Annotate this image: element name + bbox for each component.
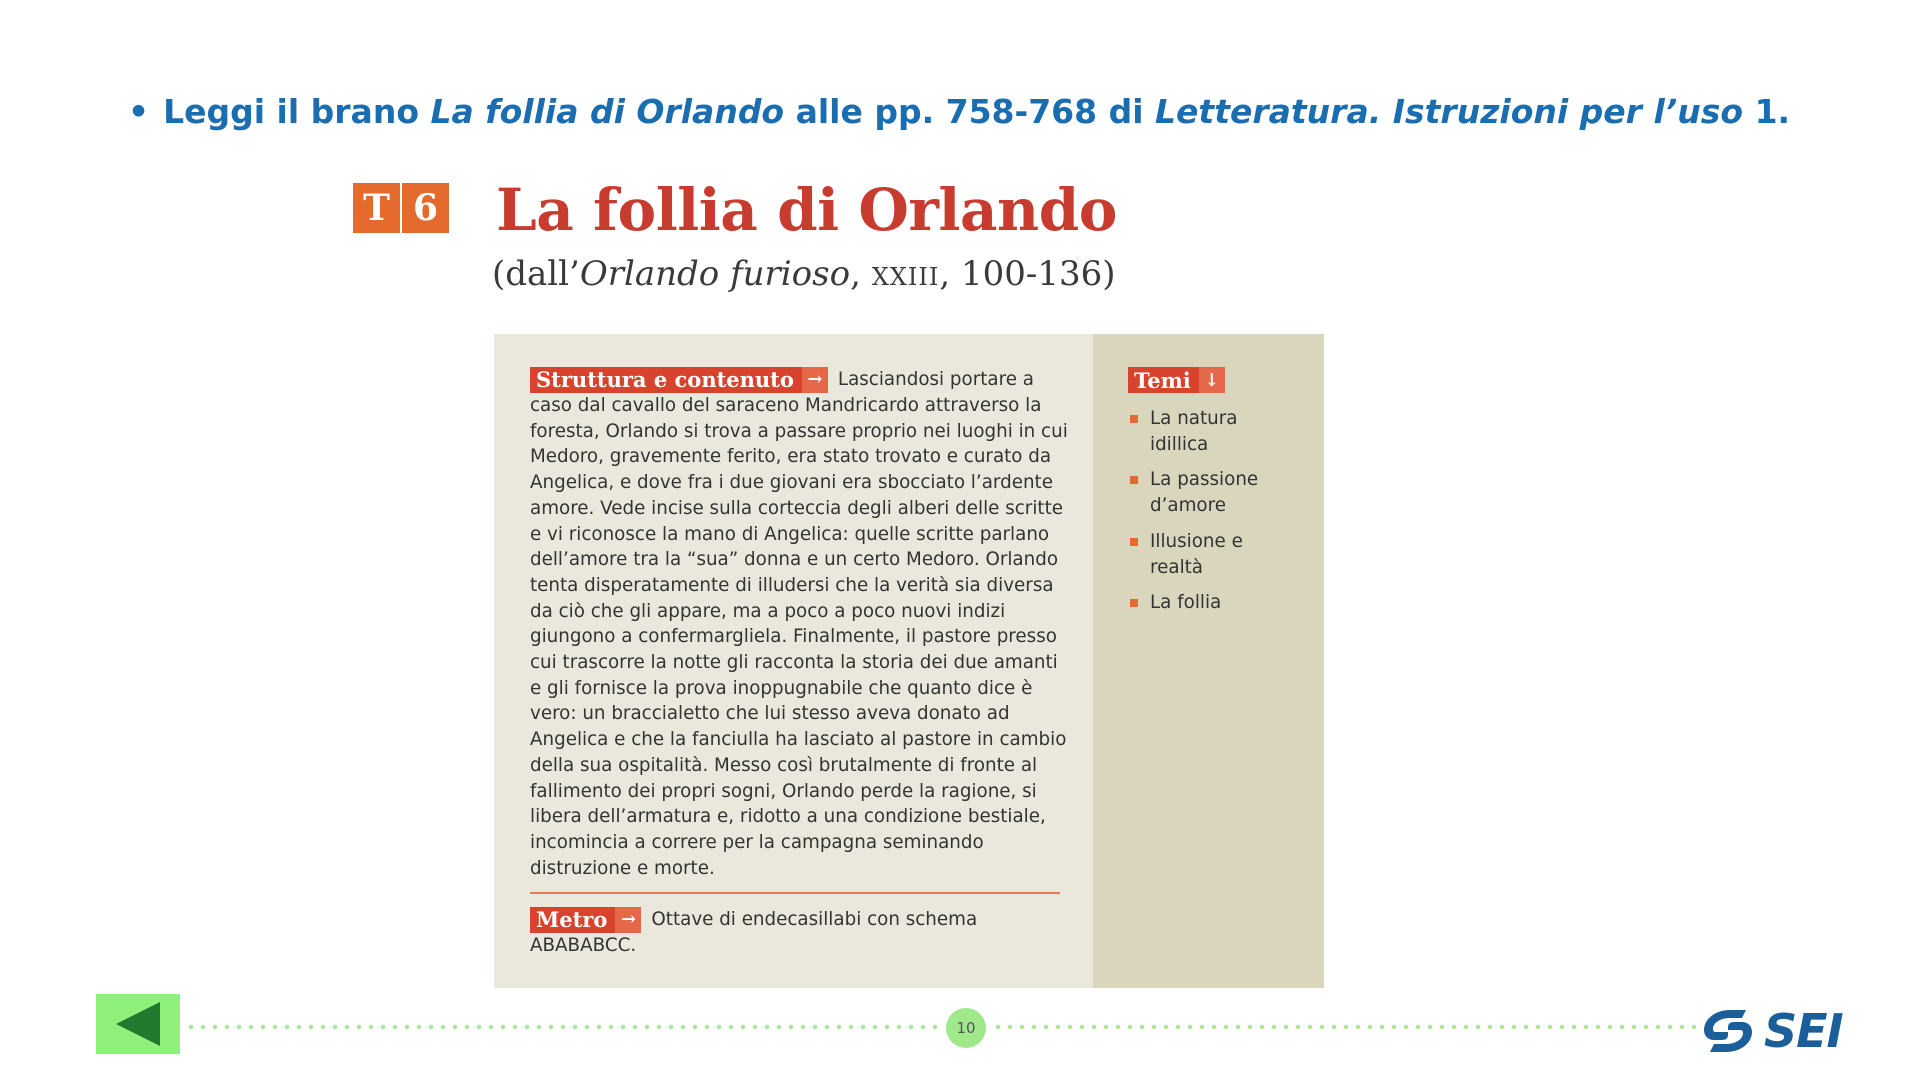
structure-column <box>494 334 1093 988</box>
structure-tag: Struttura e contenuto → <box>530 367 828 393</box>
list-item: La follia <box>1128 590 1300 616</box>
back-button[interactable] <box>96 994 180 1054</box>
themes-tag: Temi ↓ <box>1128 367 1225 393</box>
metro-tag: Metro → <box>530 907 641 933</box>
content-panel <box>494 334 1324 988</box>
structure-text: Lasciandosi portare a caso dal cavallo del saraceno Mandricardo attraverso la foresta, Orlando si trova a passare proprio nei luoghi in cui Medoro, gravemente ferito, era stato trovato e curato da Angelica, e dove fra i due giovani era sbocciato l’ardente amore. Vede incise sulla corteccia degli alberi delle scritte e vi riconosce la mano di Angelica: quelle scritte parlano dell’amore tra la “sua” donna e un certo Medoro. Orlando tenta disperatamente di illudersi che la verità sia diversa da ciò che gli appare, ma a poco a poco nuovi indizi giungono a confermargliela. Finalmente, il pastore presso cui trascorre la notte gli racconta la storia dei due amanti e gli fornisce la prova inoppugnabile che quanto dice è vero: un braccialetto che lui stesso aveva donato ad Angelica e che la fanciulla ha lasciato al pastore in cambio della sua ospitalità. Messo così brutalmente di fronte al fallimento dei propri sogni, Orlando perde la ragione, si libera dell’armatura e, ridotto a una condizione bestiale, incomincia a correre per la campagna seminando distruzione e morte. <box>530 369 1068 879</box>
metro-text: Ottave di endecasillabi con schema ABABABCC. <box>530 909 978 956</box>
list-item: Illusione e realtà <box>1128 529 1300 580</box>
square-bullet-icon <box>1130 538 1138 546</box>
bullet-marker: • <box>128 92 150 131</box>
list-item: La natura idillica <box>1128 406 1300 457</box>
arrow-right-icon: → <box>802 367 828 393</box>
page-number: 10 <box>946 1008 986 1048</box>
themes-list <box>1128 406 1300 626</box>
subtitle: (dall’Orlando furioso, xxiii, 100-136) <box>492 254 1116 294</box>
badge-number: 6 <box>402 183 449 233</box>
themes-column <box>1093 334 1324 988</box>
structure-section <box>530 367 1070 881</box>
instruction-line: • Leggi il brano La follia di Orlando alle pp. 758-768 di Letteratura. Istruzioni per l’uso 1. <box>128 92 1791 131</box>
sei-logo-text: SEI <box>1764 1004 1843 1058</box>
square-bullet-icon <box>1130 476 1138 484</box>
sei-swoosh-icon <box>1700 1008 1756 1054</box>
divider <box>530 892 1060 894</box>
page-title: La follia di Orlando <box>496 176 1117 244</box>
dotted-divider-left <box>185 1024 945 1030</box>
square-bullet-icon <box>1130 599 1138 607</box>
sei-logo <box>1700 1004 1843 1058</box>
square-bullet-icon <box>1130 415 1138 423</box>
arrow-down-icon: ↓ <box>1199 367 1225 393</box>
arrow-right-icon: → <box>615 907 641 933</box>
list-item: La passione d’amore <box>1128 467 1300 518</box>
text-number-badge <box>353 183 449 233</box>
dotted-divider-right <box>992 1024 1698 1030</box>
metro-section <box>530 907 1050 959</box>
triangle-left-icon <box>112 1000 164 1048</box>
badge-letter: T <box>353 183 400 233</box>
